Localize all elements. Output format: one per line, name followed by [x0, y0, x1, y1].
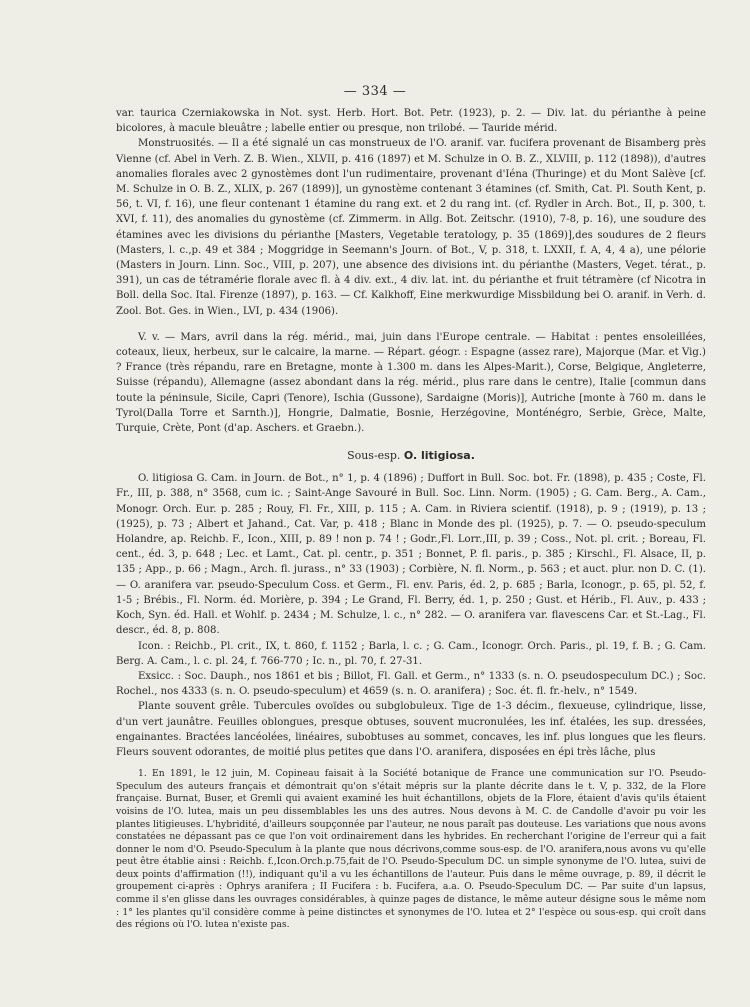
paragraph-description: Plante souvent grêle. Tubercules ovoïdes ou subglobuleux. Tige de 1-3 décim., flexueuse, cylindrique, lisse, d'un vert jaunâtre. Feuilles oblongues, presque obtuses, souvent mucronulées, les inf. étalées, les sup. dressées, engainantes. Bractées lancéolées, linéaires, subobtuses au sommet, concaves, les inf. plus longues que les fleurs. Fleurs souvent odorantes, de moitié plus petites que dans l'O. aranifera, disposées en épi très lâche, plus	[116, 701, 706, 758]
footnote	[116, 768, 706, 932]
paragraph-icon: Icon. : Reichb., Pl. crit., IX, t. 860, f. 1152 ; Barla, l. c. ; G. Cam., Iconogr. Orch. Paris., pl. 19, f. B. ; G. Cam. Berg. A. Cam., l. c. pl. 24, f. 766-770 ; Ic. n., pl. 70, f. 27-31.	[116, 640, 706, 667]
paragraph-monstruosites: Monstruosités. — Il a été signalé un cas monstrueux de l'O. aranif. var. fucifera provenant de Bisamberg près Vienne (cf. Abel in Verh. Z. B. Wien., XLVII, p. 416 (1897) et M. Schulze in O. B. Z., XLVIII, p. 112 (1898)), d'autres anomalies florales avec 2 gynostèmes dont l'un rudimentaire, provenant d'Iéna (Thuringe) et du Mont Salève [cf. M. Schulze in O. B. Z., XLIX, p. 267 (1899)], un gynostème contenant 3 étamines (cf. Smith, Cat. Pl. South Kent, p. 56, t. VI, f. 16), une fleur contenant 1 étamine du rang ext. et 2 du rang int. (cf. Rydler in Arch. Bot., II, p. 300, t. XVI, f. 11), des anomalies du gynostème (cf. Zimmerm. in Allg. Bot. Zeitschr. (1910), 7-8, p. 16), une soudure des étamines avec les divisions du périanthe [Masters, Vegetable teratology, p. 35 (1869)],des soudures de 2 fleurs (Masters, l. c.,p. 49 et 384 ; Moggridge in Seemann's Journ. of Bot., V, p. 318, t. LXXII, f. A, 4, 4 a), une pélorie (Masters in Journ. Linn. Soc., VIII, p. 207), une absence des divisions int. du périanthe (Masters, Veget. térat., p. 391), un cas de tétramérie florale avec fl. à 4 div. ext., 4 div. lat. int. du périanthe et fruit tétramère (cf Nicotra in Boll. della Soc. Ital. Firenze (1897), p. 163. — Cf. Kalkhoff, Eine merkwurdige Missbildung bei O. aranif. in Verh. d. Zool. Bot. Ges. in Wien., LVI, p. 434 (1906).	[116, 138, 706, 317]
spacer	[116, 319, 706, 330]
page-body	[116, 106, 706, 932]
footnote-text: 1. En 1891, le 12 juin, M. Copineau faisait à la Société botanique de France une communication sur l'O. Pseudo-Speculum des auteurs français et démontrait qu'on s'était mépris sur la plante décrite dans le t. V, p. 332, de la Flore française. Burnat, Buser, et Gremli qui avaient examiné les huit échantillons, objets de la Flore, étaient d'avis qu'ils étaient voisins de l'O. lutea, mais un peu dissemblables les uns des autres. Nous devons à M. C. de Candolle d'avoir pu voir les plantes litigieuses. L'hybridité, d'ailleurs soupçonnée par l'auteur, ne nous paraît pas douteuse. Les variations que nous avons constatées ne dépassant pas ce que l'on voit ordinairement dans les hybrides. En recherchant l'origine de l'erreur qui a fait donner le nom d'O. Pseudo-Speculum à la plante que nous décrivons,comme sous-esp. de l'O. aranifera,nous avons vu qu'elle peut être établie ainsi : Reichb. f.,Icon.Orch.p.75,fait de l'O. Pseudo-Speculum DC. un simple synonyme de l'O. lutea, suivi de deux points d'affirmation (!!), indiquant qu'il a vu les échantillons de l'auteur. Puis dans le même ouvrage, p. 89, il décrit le groupement ci-après : Ophrys aranifera ; II Fucifera : b. Fucifera, a.a. O. Pseudo-Speculum DC. — Par suite d'un lapsus, comme il s'en glisse dans les ouvrages considérables, à quinze pages de distance, le même auteur désigne sous le même nom : 1° les plantes qu'il considère comme à peine distinctes et synonymes de l'O. lutea et 2° l'espèce ou sous-esp. qui croît dans des régions où l'O. lutea n'existe pas.	[116, 768, 706, 931]
subspecies-heading	[116, 447, 706, 465]
paragraph-habitat: V. v. — Mars, avril dans la rég. mérid., mai, juin dans l'Europe centrale. — Habitat : pentes ensoleillées, coteaux, lieux, herbeux, sur le calcaire, la marne. — Répart. géogr. : Espagne (assez rare), Majorque (Mar. et Vig.) ? France (très répandu, rare en Bretagne, monte à 1.300 m. dans les Alpes-Marit.), Corse, Belgique, Angleterre, Suisse (répandu), Allemagne (assez abondant dans la rég. mérid., plus rare dans le centre), Italie [commun dans toute la péninsule, Sicile, Capri (Tenore), Ischia (Gussone), Sardaigne (Moris)], Autriche [monte à 760 m. dans le Tyrol(Dalla Torre et Sarnth.)], Hongrie, Dalmatie, Bosnie, Herzégovine, Monténégro, Serbie, Grèce, Malte, Turquie, Crète, Pont (d'ap. Aschers. et Graebn.).	[116, 331, 706, 435]
subspecies-name: O. litigiosa.	[403, 449, 475, 463]
spacer	[116, 436, 706, 447]
paragraph-exsicc: Exsicc. : Soc. Dauph., nos 1861 et bis ; Billot, Fl. Gall. et Germ., n° 1333 (s. n. O. pseudospeculum DC.) ; Soc. Rochel., nos 4333 (s. n. O. pseudo-speculum) et 4659 (s. n. O. aranifera) ; Soc. ét. fl. fr.-helv., n° 1549.	[116, 670, 706, 698]
page-number: — 334 —	[343, 84, 407, 99]
paragraph-synonymy: O. litigiosa G. Cam. in Journ. de Bot., n° 1, p. 4 (1896) ; Duffort in Bull. Soc. bot. Fr. (1898), p. 435 ; Coste, Fl. Fr., III, p. 388, n° 3568, cum ic. ; Saint-Ange Savouré in Bull. Soc. Linn. Norm. (1905) ; G. Cam. Berg., A. Cam., Monogr. Orch. Eur. p. 285 ; Rouy, Fl. Fr., XIII, p. 115 ; A. Cam. in Riviera scientif. (1918), p. 9 ; (1919), p. 13 ; (1925), p. 73 ; Albert et Jahand., Cat. Var, p. 418 ; Blanc in Monde des pl. (1925), p. 7. — O. pseudo-speculum Holandre, ap. Reichb. F., Icon., XIII, p. 89 ! non p. 74 ! ; Godr.,Fl. Lorr.,III, p. 39 ; Coss., Not. pl. crit. ; Boreau, Fl. cent., éd. 3, p. 648 ; Lec. et Lamt., Cat. pl. centr., p. 351 ; Bonnet, P. fl. paris., p. 385 ; Kirschl., Fl. Alsace, II, p. 135 ; App., p. 66 ; Magn., Arch. fl. jurass., n° 33 (1903) ; Corbière, N. fl. Norm., p. 563 ; et auct. plur. non D. C. (1). — O. aranifera var. pseudo-Speculum Coss. et Germ., Fl. env. Paris, éd. 2, p. 685 ; Barla, Iconogr., p. 65, pl. 52, f. 1-5 ; Brébis., Fl. Norm. éd. Morière, p. 394 ; Le Grand, Fl. Berry, éd. 1, p. 250 ; Gust. et Hérib., Fl. Auv., p. 433 ; Koch, Syn. éd. Hall. et Wohlf. p. 2434 ; M. Schulze, l. c., n° 282. — O. aranifera var. flavescens Car. et St.-Lag., Fl. descr., éd. 8, p. 808.	[116, 473, 706, 637]
subspecies-prefix: Sous-esp.	[347, 449, 401, 463]
paragraph-var-taurica: var. taurica Czerniakowska in Not. syst. Herb. Hort. Bot. Petr. (1923), p. 2. — Div. lat. du périanthe à peine bicolores, à macule bleuâtre ; labelle entier ou presque, non trilobé. — Tauride mérid.	[116, 108, 706, 135]
